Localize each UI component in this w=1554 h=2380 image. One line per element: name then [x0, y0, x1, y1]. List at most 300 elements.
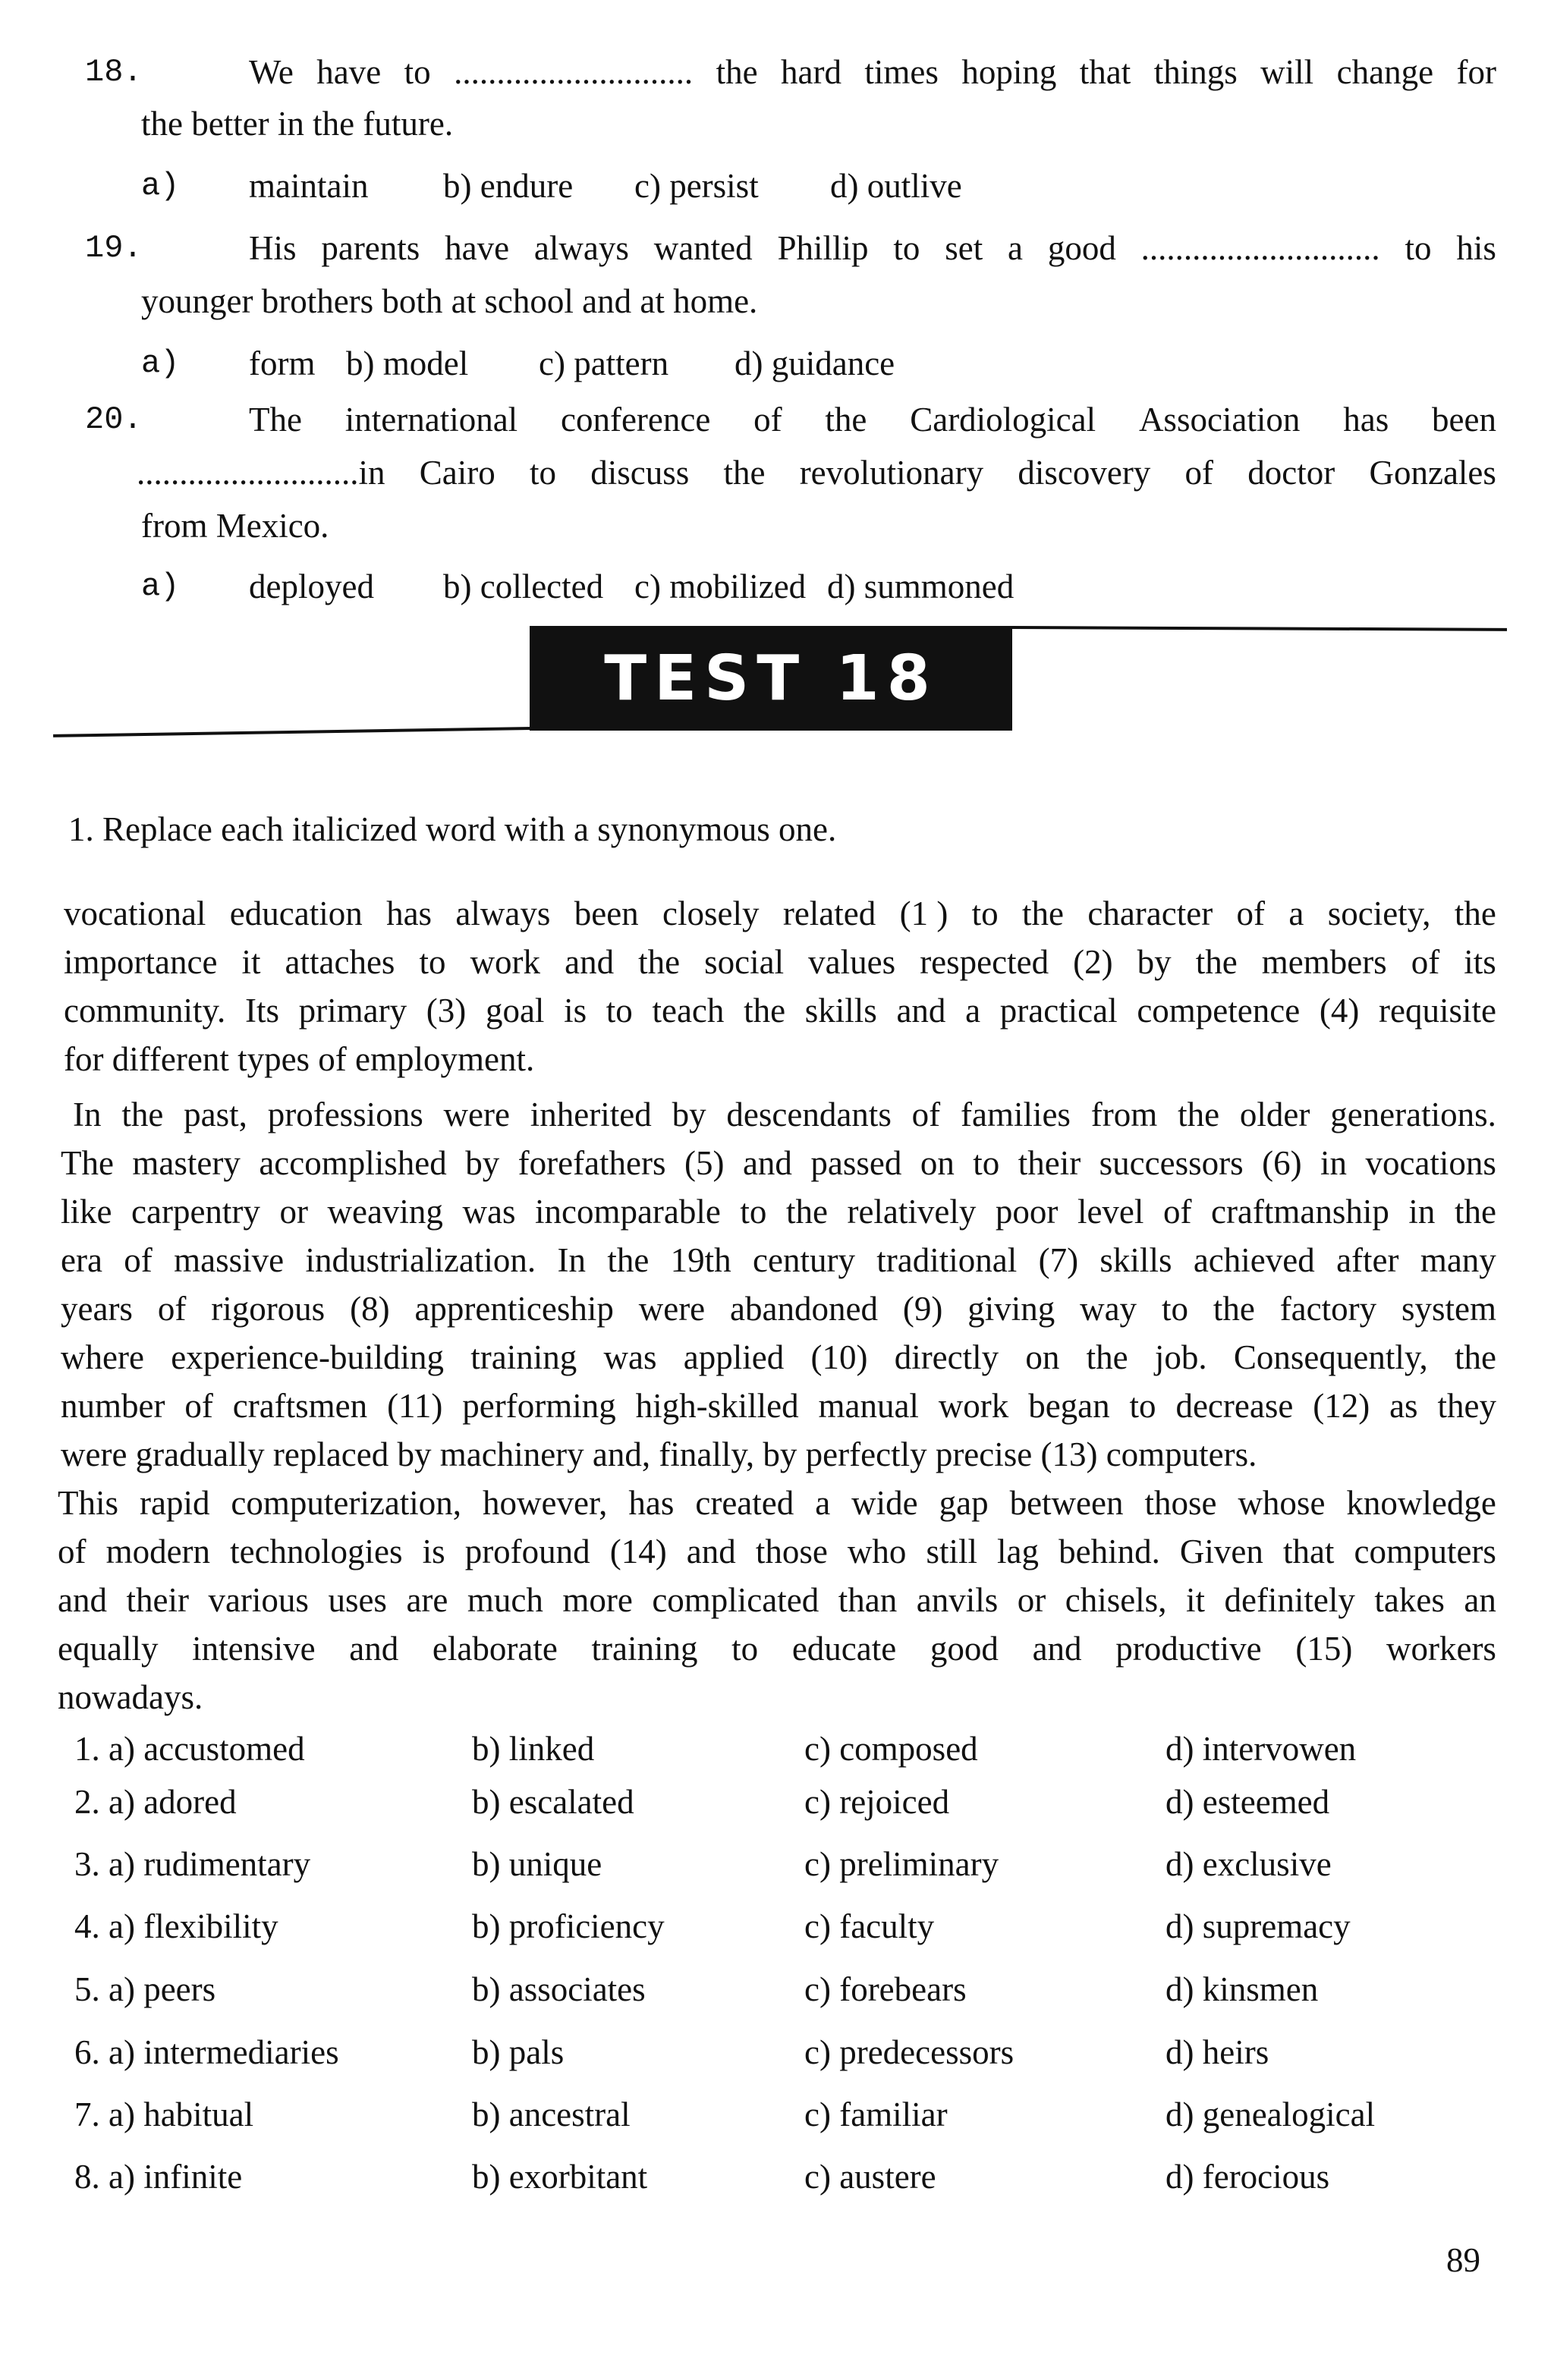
word: the — [1195, 943, 1238, 981]
word: computerization, — [231, 1484, 462, 1522]
option-c: c) predecessors — [804, 2033, 1015, 2071]
word: of — [184, 1387, 213, 1425]
option-c: c) mobilized — [634, 567, 807, 605]
word: We — [249, 53, 294, 91]
word: or — [1017, 1581, 1046, 1619]
word: conference — [560, 401, 711, 439]
word: of — [58, 1533, 87, 1570]
word: training — [591, 1630, 698, 1668]
word: and — [58, 1581, 107, 1619]
word: community. — [64, 992, 226, 1030]
word: requisite — [1379, 992, 1496, 1030]
word: ............................ — [454, 53, 694, 91]
word: century — [753, 1241, 855, 1279]
word: vocations — [1365, 1144, 1496, 1182]
word: modern — [105, 1533, 211, 1570]
question-text: the better in the future. — [141, 105, 454, 143]
word: massive — [174, 1241, 285, 1279]
word: has — [1343, 401, 1389, 439]
option-b: b) ancestral — [472, 2095, 631, 2133]
word: members — [1261, 943, 1387, 981]
word: have — [316, 53, 382, 91]
word: or — [279, 1193, 308, 1231]
option-d: d) ferocious — [1166, 2158, 1330, 2196]
word: ............................ — [1140, 229, 1380, 267]
word: competence — [1137, 992, 1301, 1030]
question-text — [249, 50, 1496, 94]
word: level — [1077, 1193, 1144, 1231]
word: The — [249, 401, 302, 439]
word: chisels, — [1065, 1581, 1167, 1619]
word: education — [229, 894, 363, 932]
option-c: c) faculty — [804, 1907, 935, 1945]
page-number: 89 — [1446, 2241, 1480, 2279]
word: anvils — [916, 1581, 999, 1619]
word: of — [911, 1096, 941, 1133]
question-text: from Mexico. — [141, 507, 329, 545]
test-title: TEST 18 — [604, 642, 938, 715]
word: Given — [1179, 1533, 1263, 1570]
word: past, — [184, 1096, 247, 1133]
word: traditional — [876, 1241, 1018, 1279]
word: the — [744, 992, 786, 1030]
word: (12) — [1313, 1387, 1370, 1425]
word: who — [847, 1533, 907, 1570]
word: skills — [1099, 1241, 1172, 1279]
word: it — [241, 943, 261, 981]
word: has — [628, 1484, 675, 1522]
word: in — [1408, 1193, 1436, 1231]
word: (7) — [1038, 1241, 1079, 1279]
word: system — [1401, 1290, 1496, 1328]
word: (6) — [1262, 1144, 1302, 1182]
word: to — [404, 53, 431, 91]
word: as — [1389, 1387, 1418, 1425]
option-label: a) — [141, 168, 180, 204]
word: of — [1411, 943, 1440, 981]
word: to — [893, 229, 920, 267]
option-a: maintain — [249, 167, 369, 205]
word: poor — [995, 1193, 1059, 1231]
option-a: 7. a) habitual — [74, 2095, 254, 2133]
word: and — [896, 992, 946, 1030]
option-a: 4. a) flexibility — [74, 1907, 278, 1945]
word: to — [740, 1193, 767, 1231]
word: still — [926, 1533, 977, 1570]
word: era — [61, 1241, 102, 1279]
word: to — [529, 454, 556, 492]
word: to — [606, 992, 633, 1030]
word: of — [753, 401, 782, 439]
word: performing — [462, 1387, 616, 1425]
option-c: c) forebears — [804, 1970, 967, 2008]
word: a — [1288, 894, 1304, 932]
word: good — [930, 1630, 999, 1668]
word: its — [1464, 943, 1496, 981]
passage-line: nowadays. — [58, 1678, 203, 1716]
word: industrialization. — [305, 1241, 536, 1279]
option-d: d) guidance — [735, 344, 895, 382]
option-a: 5. a) peers — [74, 1970, 216, 2008]
word: the — [607, 1241, 650, 1279]
word: In — [73, 1096, 102, 1133]
word: times — [864, 53, 939, 91]
word: (11) — [387, 1387, 443, 1425]
question-text — [249, 226, 1496, 270]
option-a: 3. a) rudimentary — [74, 1845, 311, 1883]
word: The — [61, 1144, 114, 1182]
option-a: deployed — [249, 567, 374, 605]
word: of — [157, 1290, 187, 1328]
word: of — [124, 1241, 153, 1279]
word: been — [574, 894, 639, 932]
option-c: c) austere — [804, 2158, 936, 2196]
option-d: d) genealogical — [1166, 2095, 1376, 2133]
word: of — [1162, 1193, 1192, 1231]
option-d: d) intervowen — [1166, 1730, 1357, 1768]
word: was — [603, 1338, 657, 1376]
word: to — [1161, 1290, 1188, 1328]
option-b: b) associates — [472, 1970, 646, 2008]
option-b: b) unique — [472, 1845, 602, 1883]
word: workers — [1386, 1630, 1496, 1668]
word: various — [208, 1581, 309, 1619]
option-b: b) proficiency — [472, 1907, 665, 1945]
passage-line — [64, 940, 1496, 984]
word: hoping — [961, 53, 1057, 91]
word: rigorous — [211, 1290, 326, 1328]
option-d: d) outlive — [830, 167, 962, 205]
word: job. — [1154, 1338, 1207, 1376]
word: Gonzales — [1369, 454, 1496, 492]
passage-line: for different types of employment. — [64, 1040, 535, 1078]
word: generations. — [1330, 1096, 1496, 1133]
passage-line — [61, 1238, 1496, 1282]
word: discovery — [1018, 454, 1151, 492]
option-c: c) pattern — [539, 344, 669, 382]
word: abandoned — [730, 1290, 878, 1328]
word: society, — [1327, 894, 1431, 932]
word: the — [1178, 1096, 1220, 1133]
word: work — [470, 943, 541, 981]
option-c: c) composed — [804, 1730, 978, 1768]
word: that — [1282, 1533, 1335, 1570]
word: from — [1090, 1096, 1158, 1133]
word: manual — [818, 1387, 919, 1425]
option-a: 1. a) accustomed — [74, 1730, 305, 1768]
option-b: b) endure — [443, 167, 574, 205]
word: been — [1432, 401, 1496, 439]
word: computers — [1354, 1533, 1496, 1570]
word: and — [742, 1144, 792, 1182]
word: wanted — [653, 229, 753, 267]
word: in — [1320, 1144, 1348, 1182]
word: training — [470, 1338, 577, 1376]
word: In — [557, 1241, 586, 1279]
word: those — [755, 1533, 828, 1570]
word: after — [1336, 1241, 1399, 1279]
option-a: 2. a) adored — [74, 1783, 237, 1821]
word: forefathers — [517, 1144, 666, 1182]
word: rapid — [139, 1484, 210, 1522]
word: the — [785, 1193, 828, 1231]
word: Phillip — [777, 229, 869, 267]
passage-line — [58, 1530, 1496, 1574]
word: their — [126, 1581, 189, 1619]
option-b: b) escalated — [472, 1783, 634, 1821]
word: way — [1080, 1290, 1137, 1328]
word: on — [920, 1144, 955, 1182]
word: good — [1047, 229, 1116, 267]
option-d: d) heirs — [1166, 2033, 1269, 2071]
word: attaches — [285, 943, 395, 981]
word: complicated — [652, 1581, 819, 1619]
word: (15) — [1295, 1630, 1353, 1668]
word: is — [564, 992, 587, 1030]
word: craftsmen — [232, 1387, 368, 1425]
word: families — [960, 1096, 1071, 1133]
word: have — [445, 229, 510, 267]
word: uses — [328, 1581, 387, 1619]
word: vocational — [64, 894, 206, 932]
word: will — [1260, 53, 1314, 91]
word: the — [1454, 1338, 1496, 1376]
test-title-banner — [530, 626, 1012, 731]
option-b: b) pals — [472, 2033, 565, 2071]
word: to — [419, 943, 446, 981]
word: closely — [662, 894, 760, 932]
word: work — [938, 1387, 1009, 1425]
word: change — [1336, 53, 1434, 91]
word: respected — [920, 943, 1049, 981]
word: were — [638, 1290, 706, 1328]
word: years — [61, 1290, 133, 1328]
option-c: c) persist — [634, 167, 759, 205]
word: and — [565, 943, 615, 981]
word: Association — [1138, 401, 1301, 439]
word: equally — [58, 1630, 159, 1668]
word: craftmanship — [1210, 1193, 1389, 1231]
word: revolutionary — [799, 454, 984, 492]
word: educate — [791, 1630, 897, 1668]
word: the — [716, 53, 758, 91]
word: incomparable — [534, 1193, 721, 1231]
word: by — [465, 1144, 500, 1182]
word: the — [1454, 1193, 1496, 1231]
word: Its — [244, 992, 279, 1030]
word: experience-building — [171, 1338, 445, 1376]
word: 19th — [670, 1241, 731, 1279]
option-b: b) linked — [472, 1730, 595, 1768]
word: gap — [939, 1484, 989, 1522]
passage-line — [61, 1287, 1496, 1331]
word: social — [704, 943, 785, 981]
word: (1 ) — [899, 894, 948, 932]
word: where — [61, 1338, 144, 1376]
option-label: a) — [141, 568, 180, 605]
word: by — [672, 1096, 706, 1133]
option-c: c) preliminary — [804, 1845, 999, 1883]
word: wide — [851, 1484, 918, 1522]
question-text: younger brothers both at school and at home. — [141, 282, 758, 320]
word: values — [808, 943, 896, 981]
word: His — [249, 229, 297, 267]
word: international — [344, 401, 518, 439]
option-d: d) supremacy — [1166, 1907, 1351, 1945]
word: ..........................in — [137, 454, 385, 492]
word: a — [1008, 229, 1024, 267]
word: (4) — [1319, 992, 1360, 1030]
word: Consequently, — [1233, 1338, 1428, 1376]
passage-line — [73, 1093, 1496, 1137]
question-number: 19. — [85, 230, 143, 266]
option-d: d) esteemed — [1166, 1783, 1330, 1821]
word: takes — [1374, 1581, 1445, 1619]
word: than — [838, 1581, 898, 1619]
word: character — [1087, 894, 1213, 932]
question-text — [137, 451, 1496, 495]
word: those — [1144, 1484, 1217, 1522]
word: skills — [804, 992, 877, 1030]
word: Cairo — [419, 454, 495, 492]
word: was — [462, 1193, 516, 1231]
word: (14) — [609, 1533, 667, 1570]
passage-line — [58, 1481, 1496, 1525]
word: were — [443, 1096, 510, 1133]
word: goal — [485, 992, 545, 1030]
word: passed — [810, 1144, 902, 1182]
word: (8) — [350, 1290, 390, 1328]
word: inherited — [530, 1096, 652, 1133]
word: primary — [298, 992, 407, 1030]
word: the — [1454, 894, 1496, 932]
word: factory — [1279, 1290, 1377, 1328]
word: related — [782, 894, 876, 932]
word: productive — [1115, 1630, 1262, 1668]
word: successors — [1099, 1144, 1244, 1182]
word: and — [349, 1630, 399, 1668]
word: and — [1032, 1630, 1082, 1668]
word: teach — [652, 992, 725, 1030]
word: accomplished — [259, 1144, 447, 1182]
option-c: c) rejoiced — [804, 1783, 950, 1821]
word: the — [638, 943, 681, 981]
question-text — [249, 398, 1496, 442]
word: parents — [321, 229, 420, 267]
word: (5) — [684, 1144, 725, 1182]
word: always — [533, 229, 629, 267]
question-number: 20. — [85, 401, 143, 438]
word: knowledge — [1346, 1484, 1496, 1522]
word: many — [1420, 1241, 1496, 1279]
word: by — [1137, 943, 1172, 981]
word: of — [1184, 454, 1214, 492]
banner-rule-top — [1012, 626, 1507, 631]
word: they — [1437, 1387, 1496, 1425]
option-label: a) — [141, 345, 180, 382]
word: to — [1129, 1387, 1156, 1425]
word: for — [1456, 53, 1496, 91]
passage-line — [58, 1627, 1496, 1671]
word: whose — [1238, 1484, 1326, 1522]
word: This — [58, 1484, 119, 1522]
option-a: 6. a) intermediaries — [74, 2033, 339, 2071]
word: practical — [999, 992, 1118, 1030]
word: Cardiological — [910, 401, 1096, 439]
word: relatively — [847, 1193, 977, 1231]
word: created — [695, 1484, 794, 1522]
banner-rule-bottom — [53, 727, 531, 737]
word: set — [945, 229, 983, 267]
passage-line: were gradually replaced by machinery and, finally, by perfectly precise (13) computers. — [61, 1435, 1257, 1473]
word: much — [467, 1581, 543, 1619]
option-d: d) kinsmen — [1166, 1970, 1319, 2008]
word: number — [61, 1387, 165, 1425]
question-number: 18. — [85, 54, 143, 90]
word: elaborate — [432, 1630, 558, 1668]
word: the — [825, 401, 867, 439]
word: has — [386, 894, 433, 932]
word: began — [1028, 1387, 1110, 1425]
task-instruction: 1. Replace each italicized word with a synonymous one. — [68, 810, 837, 848]
word: it — [1185, 1581, 1205, 1619]
word: profound — [464, 1533, 590, 1570]
option-d: d) summoned — [827, 567, 1015, 605]
option-a: 8. a) infinite — [74, 2158, 243, 2196]
word: high-skilled — [635, 1387, 799, 1425]
word: behind. — [1059, 1533, 1160, 1570]
word: always — [455, 894, 551, 932]
word: technologies — [230, 1533, 403, 1570]
word: more — [562, 1581, 633, 1619]
word: decrease — [1175, 1387, 1294, 1425]
word: giving — [967, 1290, 1055, 1328]
word: things — [1153, 53, 1238, 91]
word: carpentry — [131, 1193, 260, 1231]
word: importance — [64, 943, 218, 981]
word: intensive — [192, 1630, 316, 1668]
word: lag — [997, 1533, 1040, 1570]
word: of — [1236, 894, 1266, 932]
word: (10) — [810, 1338, 868, 1376]
word: the — [1086, 1338, 1128, 1376]
word: are — [406, 1581, 448, 1619]
word: hard — [780, 53, 841, 91]
passage-line — [61, 1335, 1496, 1379]
option-d: d) exclusive — [1166, 1845, 1332, 1883]
word: directly — [894, 1338, 999, 1376]
word: like — [61, 1193, 112, 1231]
word: professions — [267, 1096, 423, 1133]
passage-line — [64, 891, 1496, 935]
word: (9) — [902, 1290, 943, 1328]
passage-line — [61, 1190, 1496, 1234]
passage-line — [58, 1578, 1496, 1622]
word: to — [973, 1144, 1000, 1182]
word: (3) — [426, 992, 467, 1030]
word: apprenticeship — [414, 1290, 614, 1328]
word: to — [1405, 229, 1432, 267]
word: between — [1009, 1484, 1124, 1522]
word: applied — [683, 1338, 785, 1376]
word: weaving — [327, 1193, 443, 1231]
option-b: b) exorbitant — [472, 2158, 648, 2196]
word: however, — [483, 1484, 608, 1522]
word: and — [686, 1533, 736, 1570]
option-c: c) familiar — [804, 2095, 948, 2133]
passage-line — [64, 989, 1496, 1033]
word: discuss — [590, 454, 690, 492]
